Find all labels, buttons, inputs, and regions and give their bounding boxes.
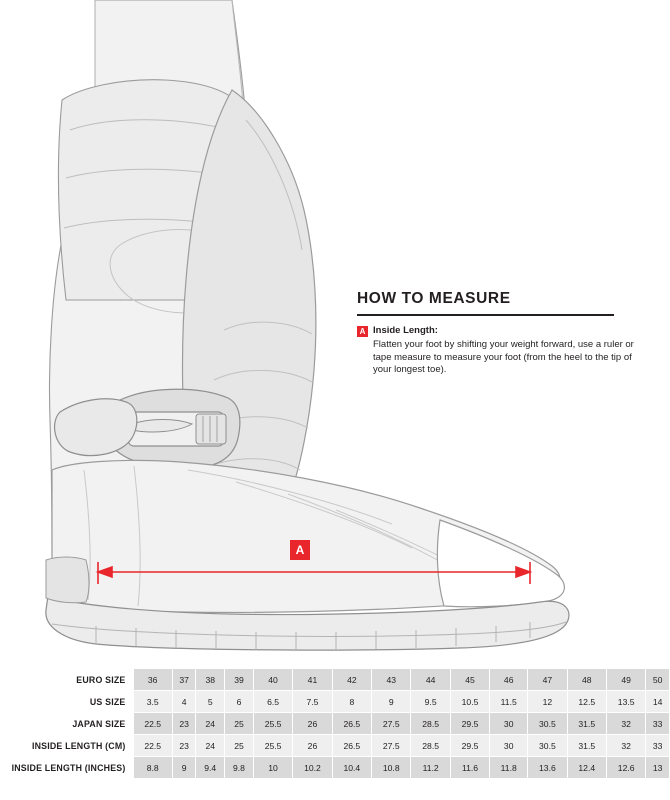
- table-row: [0, 691, 670, 713]
- size-cell: 11.2: [411, 757, 450, 779]
- row-label: JAPAN SIZE: [0, 713, 133, 735]
- size-cell: 31.5: [567, 713, 606, 735]
- size-cell: 11.8: [490, 757, 528, 779]
- size-cell: 10.8: [372, 757, 411, 779]
- how-to-measure-title: HOW TO MEASURE: [357, 290, 511, 307]
- title-divider: [357, 314, 614, 316]
- size-cell: 13.5: [606, 691, 645, 713]
- size-cell: 40: [253, 669, 292, 691]
- size-cell: 11.6: [450, 757, 489, 779]
- size-cell: 23: [172, 713, 195, 735]
- size-cell: 26.5: [332, 735, 371, 757]
- size-cell: 38: [196, 669, 225, 691]
- size-cell: 26: [293, 713, 332, 735]
- size-cell: 10: [253, 757, 292, 779]
- size-cell: 23: [172, 735, 195, 757]
- size-table-body: [0, 669, 670, 779]
- size-cell: 14: [646, 691, 670, 713]
- inside-length-label: Inside Length:: [373, 325, 438, 336]
- size-cell: 30.5: [528, 735, 567, 757]
- size-cell: 48: [567, 669, 606, 691]
- size-cell: 29.5: [450, 735, 489, 757]
- size-cell: 13: [646, 757, 670, 779]
- size-cell: 9.5: [411, 691, 450, 713]
- size-cell: 30: [490, 713, 528, 735]
- size-cell: 37: [172, 669, 195, 691]
- size-cell: 45: [450, 669, 489, 691]
- size-cell: 8: [332, 691, 371, 713]
- size-cell: 26: [293, 735, 332, 757]
- size-cell: 24: [196, 713, 225, 735]
- size-cell: 11.5: [490, 691, 528, 713]
- row-label: EURO SIZE: [0, 669, 133, 691]
- size-cell: 27.5: [372, 713, 411, 735]
- size-cell: 3.5: [133, 691, 172, 713]
- size-cell: 6.5: [253, 691, 292, 713]
- size-cell: 28.5: [411, 735, 450, 757]
- marker-a-icon: A: [357, 326, 368, 337]
- table-row: [0, 757, 670, 779]
- size-cell: 46: [490, 669, 528, 691]
- row-label: INSIDE LENGTH (CM): [0, 735, 133, 757]
- size-conversion-table: [0, 668, 670, 779]
- size-cell: 25: [225, 735, 254, 757]
- size-cell: 28.5: [411, 713, 450, 735]
- size-cell: 42: [332, 669, 371, 691]
- size-cell: 5: [196, 691, 225, 713]
- size-cell: 32: [606, 713, 645, 735]
- size-cell: 25: [225, 713, 254, 735]
- table-row: [0, 669, 670, 691]
- size-cell: 43: [372, 669, 411, 691]
- size-cell: 9: [372, 691, 411, 713]
- size-cell: 8.8: [133, 757, 172, 779]
- size-cell: 4: [172, 691, 195, 713]
- size-cell: 31.5: [567, 735, 606, 757]
- size-cell: 32: [606, 735, 645, 757]
- size-cell: 26.5: [332, 713, 371, 735]
- size-cell: 13.6: [528, 757, 567, 779]
- size-cell: 12.6: [606, 757, 645, 779]
- size-cell: 12.5: [567, 691, 606, 713]
- size-cell: 47: [528, 669, 567, 691]
- size-cell: 12: [528, 691, 567, 713]
- size-cell: 12.4: [567, 757, 606, 779]
- size-cell: 9.4: [196, 757, 225, 779]
- size-cell: 27.5: [372, 735, 411, 757]
- size-cell: 10.5: [450, 691, 489, 713]
- size-cell: 10.2: [293, 757, 332, 779]
- size-cell: 24: [196, 735, 225, 757]
- measure-marker-a: A: [290, 540, 310, 560]
- size-cell: 44: [411, 669, 450, 691]
- size-cell: 22.5: [133, 735, 172, 757]
- size-cell: 10.4: [332, 757, 371, 779]
- size-cell: 30.5: [528, 713, 567, 735]
- table-row: [0, 713, 670, 735]
- size-cell: 33: [646, 735, 670, 757]
- size-cell: 30: [490, 735, 528, 757]
- size-cell: 25.5: [253, 735, 292, 757]
- row-label: US SIZE: [0, 691, 133, 713]
- row-label: INSIDE LENGTH (INCHES): [0, 757, 133, 779]
- size-cell: 50: [646, 669, 670, 691]
- size-cell: 25.5: [253, 713, 292, 735]
- size-cell: 39: [225, 669, 254, 691]
- size-cell: 22.5: [133, 713, 172, 735]
- size-cell: 9.8: [225, 757, 254, 779]
- size-cell: 7.5: [293, 691, 332, 713]
- size-cell: 49: [606, 669, 645, 691]
- size-cell: 41: [293, 669, 332, 691]
- size-cell: 29.5: [450, 713, 489, 735]
- table-row: [0, 735, 670, 757]
- size-cell: 9: [172, 757, 195, 779]
- how-to-measure-panel: [357, 290, 647, 377]
- size-cell: 6: [225, 691, 254, 713]
- size-cell: 33: [646, 713, 670, 735]
- size-cell: 36: [133, 669, 172, 691]
- inside-length-description: Flatten your foot by shifting your weight forward, use a ruler or tape measure to measure your foot (from the heel to the tip of your longest toe).: [373, 339, 634, 375]
